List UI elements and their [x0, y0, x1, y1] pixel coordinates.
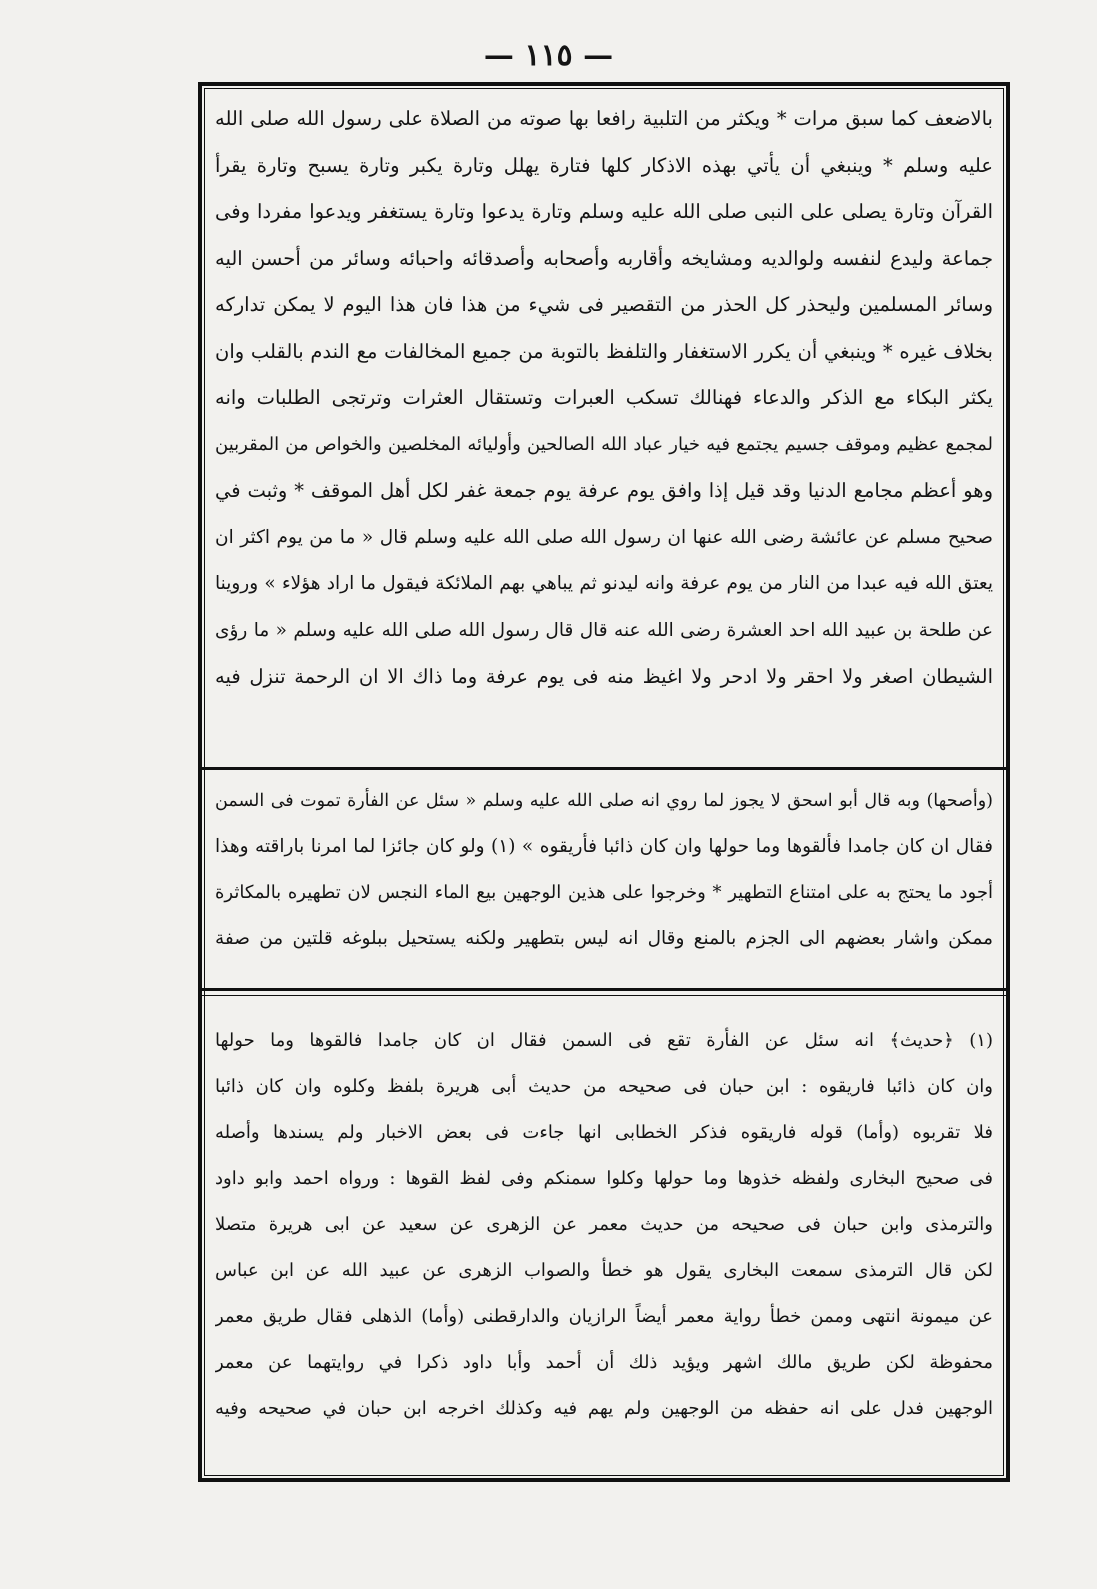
- commentary-text: [205, 778, 1003, 973]
- page-number: — ١١٥ —: [483, 38, 614, 73]
- text-line: فلا تقربوه (وأما) قوله فاريقوه فذكر الخطابى انها جاءت فى بعض الاخبار ولم يسندها وأصله: [215, 1122, 993, 1143]
- text-line: بالاضعف كما سبق مرات * ويكثر من التلبية رافعا بها صوته من الصلاة على رسول الله صلى الله: [215, 107, 993, 130]
- text-line: أجود ما يحتج به على امتناع التطهير * وخرجوا على هذين الوجهين بيع الماء النجس لان تطهيره بالمكاثرة: [215, 882, 993, 903]
- text-line: بخلاف غيره * وينبغي أن يكرر الاستغفار والتلفظ بالتوبة من جميع المخالفات مع الندم بالقلب وان: [215, 339, 993, 363]
- text-line: (وأصحها) وبه قال أبو اسحق لا يجوز لما روي انه صلى الله عليه وسلم « سئل عن الفأرة تموت فى السمن: [215, 791, 993, 811]
- text-line: ممكن واشار بعضهم الى الجزم بالمنع وقال انه ليس بتطهير ولكنه يستحيل ببلوغه قلتين من صفة: [215, 928, 993, 949]
- text-line: صحيح مسلم عن عائشة رضى الله عنها ان رسول الله صلى الله عليه وسلم قال « ما من يوم اكثر ان: [215, 526, 993, 548]
- text-line: جماعة وليدع لنفسه ولوالديه ومشايخه وأقاربه وأصحابه وأصدقائه واحبائه وسائر من أحسن اليه: [215, 246, 993, 270]
- footnote-divider: [202, 988, 1006, 991]
- text-line: وان كان ذائبا فاريقوه : ابن حبان فى صحيحه من حديث أبى هريرة بلفظ وكلوه وان كان ذائبا: [215, 1076, 993, 1097]
- text-line: لكن قال الترمذى سمعت البخارى يقول هو خطأ والصواب الزهرى عن عبيد الله عن ابن عباس: [215, 1260, 993, 1281]
- text-line: عن ميمونة انتهى وممن خطأ رواية معمر أيضاً الرازيان والدارقطنى (وأما) الذهلى فقال طريق معمر: [215, 1306, 993, 1327]
- text-line: يكثر البكاء مع الذكر والدعاء فهنالك تسكب العبرات وتستقال العثرات وترتجى الطلبات وانه: [215, 386, 993, 409]
- text-line: لمجمع عظيم وموقف جسيم يجتمع فيه خيار عباد الله الصالحين وأوليائه المخلصين والخواص من المقربين: [215, 433, 993, 455]
- text-line: القرآن وتارة يصلى على النبى صلى الله عليه وسلم وتارة يدعوا وتارة يستغفر ويدعوا مفردا وفى: [215, 200, 993, 223]
- text-line: فقال ان كان جامدا فألقوها وما حولها وان كان ذائبا فأريقوه » (١) ولو كان جائزا لما امرنا باراقته وهذا: [215, 836, 993, 857]
- text-line: والترمذى وابن حبان فى صحيحه من حديث معمر عن الزهرى عن سعيد عن ابى هريرة متصلا: [215, 1214, 993, 1235]
- text-line: الشيطان اصغر ولا احقر ولا ادحر ولا اغيظ منه فى يوم عرفة وما ذاك الا ان الرحمة تنزل فيه: [215, 665, 993, 688]
- section-divider: [202, 767, 1006, 770]
- main-text: [205, 96, 1003, 761]
- text-line: عليه وسلم * وينبغي أن يأتي بهذه الاذكار كلها فتارة يهلل وتارة يكبر وتارة يسبح وتارة يقرأ: [215, 153, 993, 177]
- text-line: وهو أعظم مجامع الدنيا وقد قيل إذا وافق يوم عرفة يوم جمعة غفر لكل أهل الموقف * وثبت في: [215, 479, 993, 502]
- text-line: عن طلحة بن عبيد الله احد العشرة رضى الله عنه قال قال رسول الله صلى الله عليه وسلم « ما رؤى: [215, 619, 993, 641]
- text-line: يعتق الله فيه عبدا من النار من يوم عرفة وانه ليدنو ثم يباهي بهم الملائكة فيقول ما اراد هؤلاء » وروينا: [215, 573, 993, 594]
- text-line: محفوظة لكن طريق مالك اشهر ويؤيد ذلك أن أحمد وأبا داود ذكرا في روايتهما عن معمر: [215, 1352, 993, 1373]
- text-line: فى صحيح البخارى ولفظه خذوها وما حولها وكلوا سمنكم وفى لفظ القوها : ورواه احمد وابو داود: [215, 1168, 993, 1189]
- text-line: الوجهين فدل على انه حفظه من الوجهين ولم يهم فيه وكذلك اخرجه ابن حبان في صحيحه وفيه: [215, 1398, 993, 1419]
- text-line: وسائر المسلمين وليحذر كل الحذر من التقصير فى شيء من هذا فان هذا اليوم لا يمكن تداركه: [215, 293, 993, 316]
- text-line: (١) ﴿حديث﴾ انه سئل عن الفأرة تقع فى السمن فقال ان كان جامدا فالقوها وما حولها: [215, 1030, 993, 1051]
- footnote-text: [205, 1018, 1003, 1463]
